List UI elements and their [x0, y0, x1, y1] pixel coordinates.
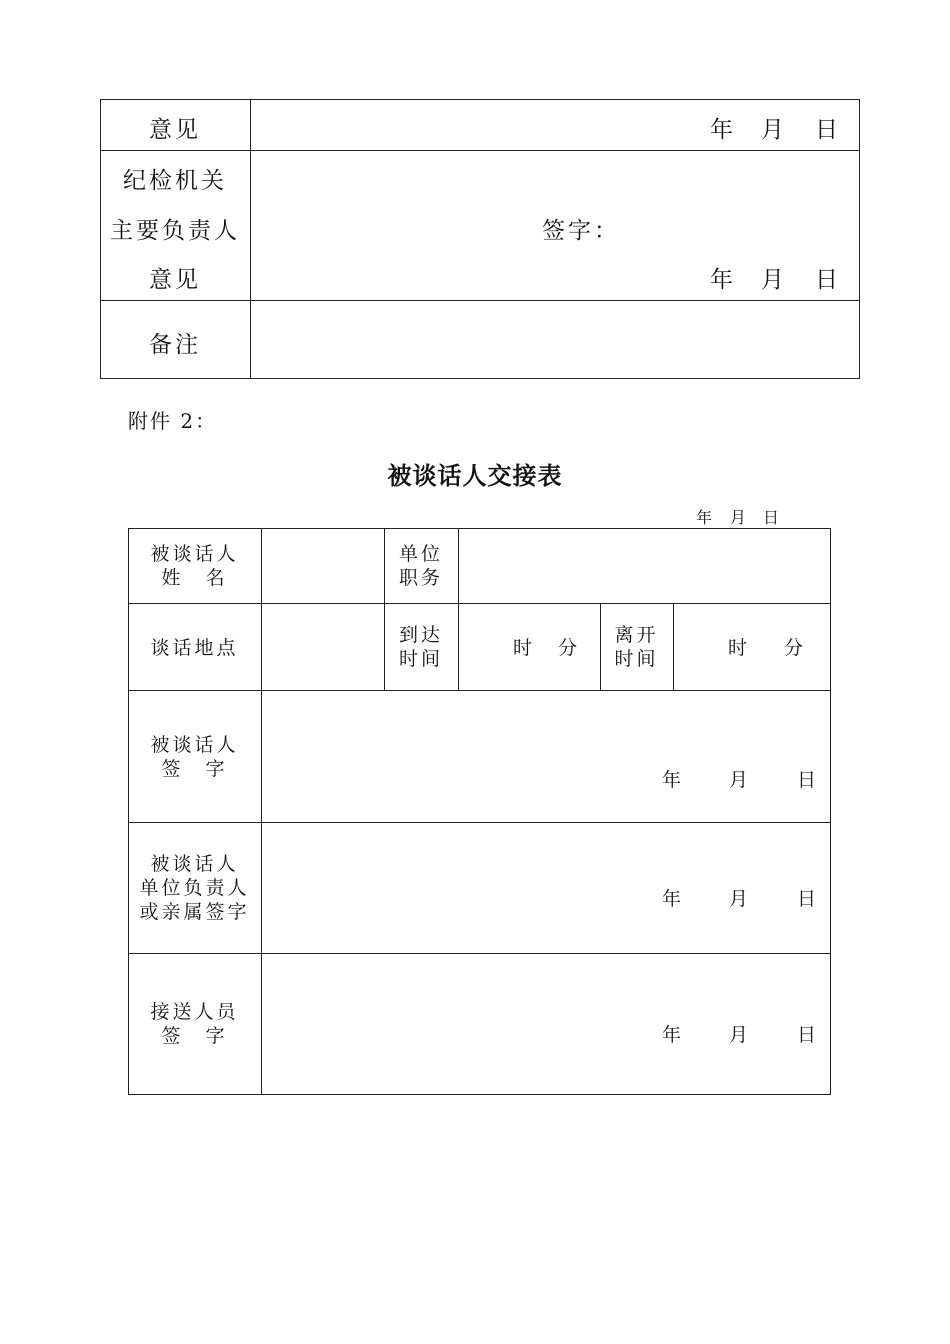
- leader-sign-label-line1: 被谈话人: [150, 853, 239, 875]
- table-border-top: [128, 528, 831, 529]
- table-divider: [261, 528, 262, 1095]
- arrive-label-line1: 到达: [398, 624, 443, 646]
- date-month: 月: [729, 888, 752, 910]
- date-year: 年: [710, 267, 736, 293]
- unit-label-line2: 职务: [398, 567, 443, 589]
- arrive-hour: 时: [513, 637, 536, 659]
- date-month: 月: [729, 769, 752, 791]
- date-year: 年: [662, 1024, 685, 1046]
- opinion-label: 意见: [149, 117, 201, 143]
- page-title: 被谈话人交接表: [387, 461, 563, 490]
- date-day: 日: [797, 1024, 820, 1046]
- date-year: 年: [662, 888, 685, 910]
- table-divider: [100, 150, 860, 151]
- date-day: 日: [815, 117, 841, 143]
- table-border-right: [859, 99, 860, 379]
- signature-label: 签字：: [542, 218, 620, 244]
- date-day: 日: [797, 888, 820, 910]
- table-divider: [128, 690, 831, 691]
- table-border-bottom: [128, 1094, 831, 1095]
- unit-label-line1: 单位: [398, 543, 443, 565]
- escort-sign-label-line1: 接送人员: [150, 1001, 239, 1023]
- table-divider: [250, 99, 251, 379]
- table-divider: [128, 822, 831, 823]
- interviewee-sign-label-line2: 签 字: [161, 758, 228, 780]
- table-border-top: [100, 99, 860, 100]
- name-label-line2: 姓 名: [161, 567, 228, 589]
- leader-sign-label-line2: 单位负责人: [139, 877, 250, 899]
- top-date-year: 年: [696, 508, 713, 527]
- table-divider: [128, 603, 831, 604]
- top-date-day: 日: [763, 508, 780, 527]
- name-label-line1: 被谈话人: [150, 543, 239, 565]
- attachment-label: 附件 2：: [128, 409, 218, 433]
- date-month: 月: [761, 267, 787, 293]
- leave-label-line1: 离开: [614, 624, 659, 646]
- date-year: 年: [710, 117, 736, 143]
- escort-sign-label-line2: 签 字: [161, 1025, 228, 1047]
- leader-sign-label-line3: 或亲属签字: [139, 901, 250, 923]
- table-divider: [100, 300, 860, 301]
- top-date-month: 月: [730, 508, 747, 527]
- date-month: 月: [729, 1024, 752, 1046]
- table-border-bottom: [100, 378, 860, 379]
- arrive-label-line2: 时间: [398, 648, 443, 670]
- place-label: 谈话地点: [150, 637, 239, 659]
- date-month: 月: [761, 117, 787, 143]
- discipline-organ-label-line2: 主要负责人: [110, 218, 240, 244]
- leave-minute: 分: [784, 637, 807, 659]
- date-year: 年: [662, 769, 685, 791]
- discipline-organ-label-line1: 纪检机关: [123, 168, 227, 194]
- leave-hour: 时: [728, 637, 751, 659]
- leave-label-line2: 时间: [614, 648, 659, 670]
- interviewee-sign-label-line1: 被谈话人: [150, 734, 239, 756]
- table-divider: [128, 953, 831, 954]
- discipline-organ-label-line3: 意见: [149, 267, 201, 293]
- arrive-minute: 分: [558, 637, 581, 659]
- date-day: 日: [815, 267, 841, 293]
- date-day: 日: [797, 769, 820, 791]
- table-divider: [458, 528, 459, 691]
- remarks-label: 备注: [149, 332, 201, 358]
- table-divider: [673, 603, 674, 691]
- table-border-right: [830, 528, 831, 1095]
